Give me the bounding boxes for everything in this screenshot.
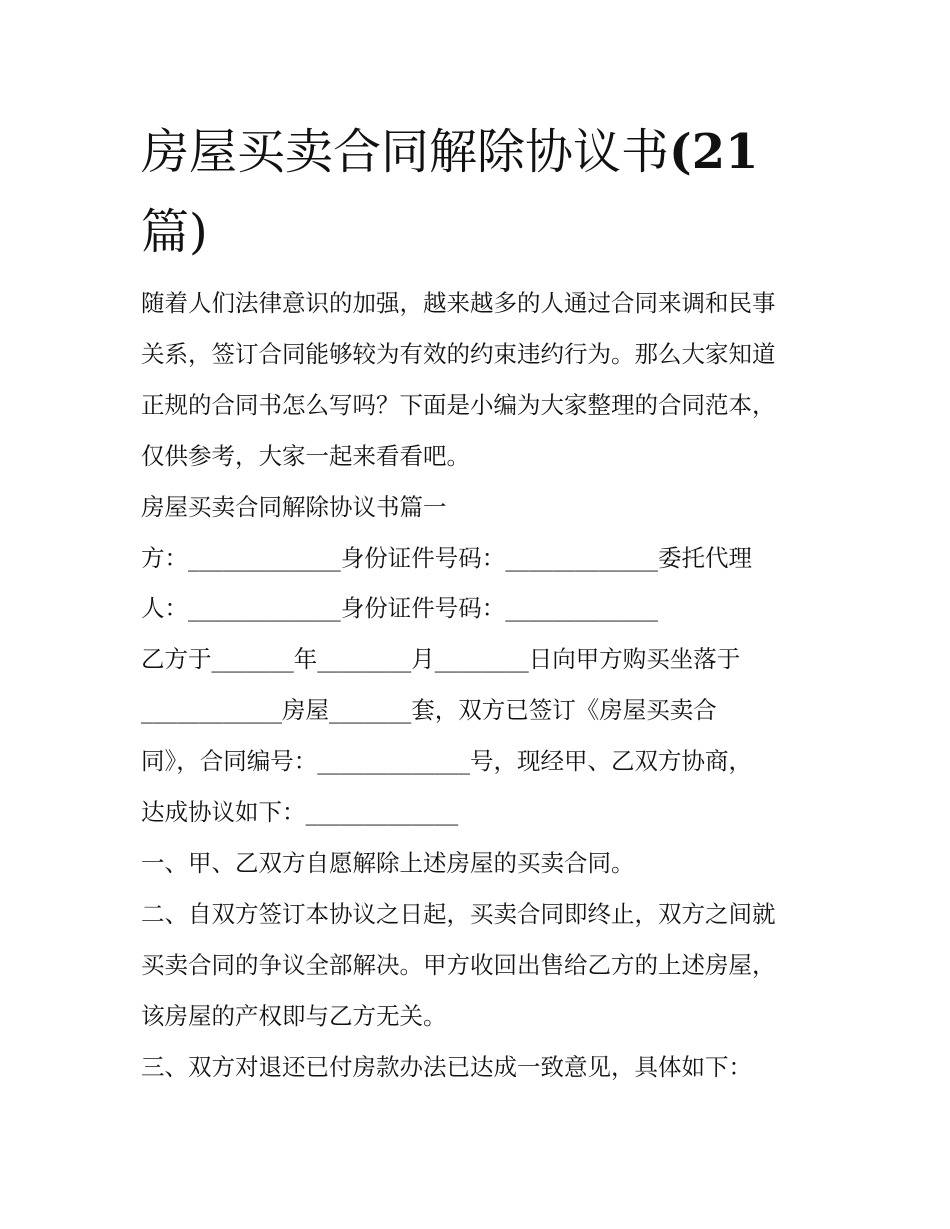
form-line: 乙方于_______年________月________日向甲方购买坐落于 (141, 645, 741, 674)
intro-line: 仅供参考，大家一起来看看吧。 (141, 441, 470, 470)
form-line: 达成协议如下：_____________ (141, 798, 459, 827)
document-body (141, 278, 831, 1093)
document-title (141, 112, 821, 272)
form-line: 人：_____________身份证件号码：_____________ (141, 594, 658, 623)
intro-line: 关系，签订合同能够较为有效的约束违约行为。那么大家知道 (141, 339, 776, 368)
intro-line: 正规的合同书怎么写吗？下面是小编为大家整理的合同范本， (141, 390, 776, 419)
section-heading: 房屋买卖合同解除协议书篇一 (141, 492, 447, 521)
clause-line: 该房屋的产权即与乙方无关。 (141, 1001, 447, 1030)
clause-line: 二、自双方签订本协议之日起，买卖合同即终止，双方之间就 (141, 899, 776, 928)
title-count-close: 篇) (141, 204, 208, 260)
form-line: 方：_____________身份证件号码：_____________委托代理 (141, 543, 752, 572)
clause-line: 三、双方对退还已付房款办法已达成一致意见，具体如下： (141, 1052, 752, 1081)
form-line: 同》，合同编号：_____________号，现经甲、乙双方协商， (141, 747, 752, 776)
clause-line: 买卖合同的争议全部解决。甲方收回出售给乙方的上述房屋， (141, 950, 776, 979)
title-count-open: (21 (669, 124, 759, 180)
title-main: 房屋买卖合同解除协议书 (141, 124, 670, 180)
form-line: ____________房屋_______套，双方已签订《房屋买卖合 (141, 696, 717, 725)
clause-line: 一、甲、乙双方自愿解除上述房屋的买卖合同。 (141, 848, 635, 877)
intro-line: 随着人们法律意识的加强，越来越多的人通过合同来调和民事 (141, 289, 776, 317)
